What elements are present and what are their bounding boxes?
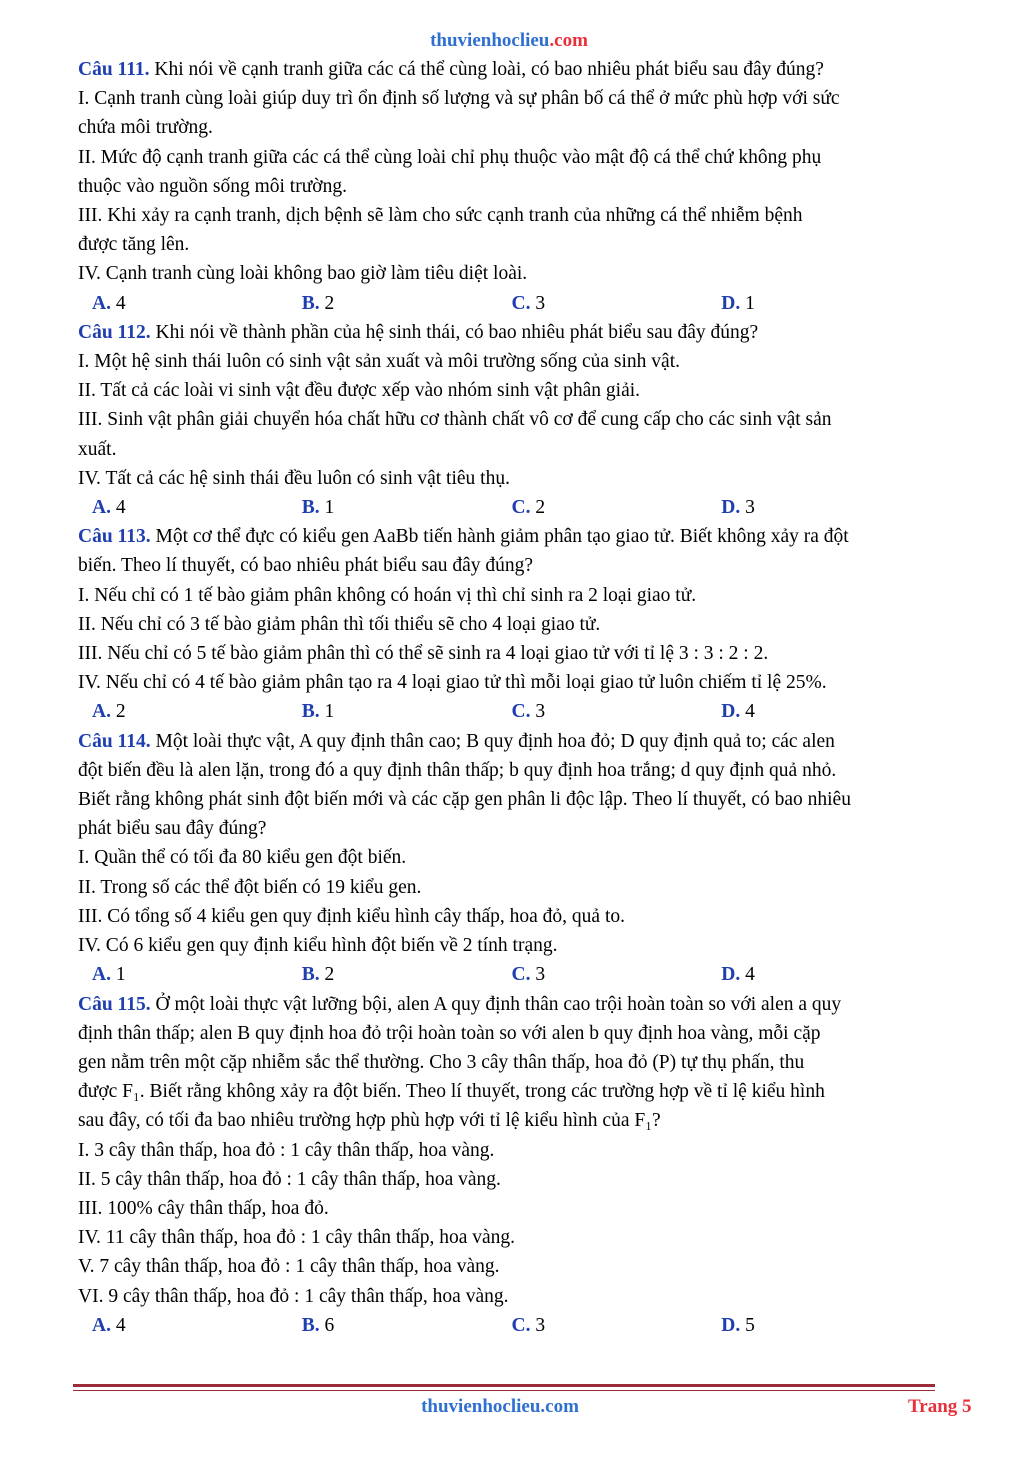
question-number: Câu 113. <box>78 526 151 548</box>
question-stem-text: đột biến đều là alen lặn, trong đó a quy định thân thấp; b quy định hoa trắng; d quy định quả nhỏ. <box>78 759 837 781</box>
statement-line: II. Tất cả các loài vi sinh vật đều được xếp vào nhóm sinh vật phân giải. <box>78 380 641 402</box>
statement-line: IV. Có 6 kiểu gen quy định kiểu hình đột biến về 2 tính trạng. <box>78 935 558 957</box>
question-stem-text: định thân thấp; alen B quy định hoa đỏ trội hoàn toàn so với alen b quy định hoa vàng, mỗi cặp <box>78 1022 821 1044</box>
question-stem-line <box>78 1019 931 1048</box>
answer-letter: C. <box>511 701 531 723</box>
answer-option <box>92 1311 302 1340</box>
answer-letter: D. <box>721 701 741 723</box>
statement-line: VI. 9 cây thân thấp, hoa đỏ : 1 cây thân thấp, hoa vàng. <box>78 1285 509 1307</box>
answer-letter: D. <box>721 497 741 519</box>
statement-line: II. Nếu chỉ có 3 tế bào giảm phân thì tối thiểu sẽ cho 4 loại giao tử. <box>78 613 601 635</box>
question-stem-line <box>78 318 931 347</box>
question-list <box>78 55 931 1340</box>
statement-line: chứa môi trường. <box>78 117 213 139</box>
answer-option <box>721 960 931 989</box>
statement-line: II. Mức độ cạnh tranh giữa các cá thể cùng loài chỉ phụ thuộc vào mật độ cá thể chứ không phụ <box>78 146 822 168</box>
answer-letter: C. <box>511 292 531 314</box>
answer-value: 1 <box>324 701 335 723</box>
statement-line: IV. Tất cả các hệ sinh thái đều luôn có sinh vật tiêu thụ. <box>78 467 510 489</box>
statement-line: III. 100% cây thân thấp, hoa đỏ. <box>78 1197 329 1219</box>
statement-line: IV. Cạnh tranh cùng loài không bao giờ làm tiêu diệt loài. <box>78 263 528 285</box>
answer-value: 2 <box>324 964 335 986</box>
answer-option <box>512 697 722 726</box>
question-stem-line <box>78 1077 931 1106</box>
answer-letter: B. <box>301 497 320 519</box>
answer-letter: A. <box>92 1314 111 1336</box>
statement-line: IV. Nếu chỉ có 4 tế bào giảm phân tạo ra 4 loại giao tử thì mỗi loại giao tử luôn chiếm tỉ lệ 25%. <box>78 672 827 694</box>
statement-line: II. 5 cây thân thấp, hoa đỏ : 1 cây thân thấp, hoa vàng. <box>78 1168 501 1190</box>
question-stem-line <box>78 814 931 843</box>
answer-letter: A. <box>92 964 111 986</box>
answer-option <box>721 697 931 726</box>
question-stem-text: Biết rằng không phát sinh đột biến mới và các cặp gen phân li độc lập. Theo lí thuyết, có bao nhiêu <box>78 789 851 811</box>
statement-line: II. Trong số các thể đột biến có 19 kiểu gen. <box>78 876 422 898</box>
answer-letter: A. <box>92 701 111 723</box>
question-stem-line <box>78 522 931 551</box>
answer-option <box>721 289 931 318</box>
page-number: Trang 5 <box>908 1396 972 1417</box>
answer-option <box>92 493 302 522</box>
question-stem-line <box>78 756 931 785</box>
answer-letter: D. <box>721 964 741 986</box>
question-stem-text: Ở một loài thực vật lưỡng bội, alen A quy định thân cao trội hoàn toàn so với alen a quy <box>155 993 842 1015</box>
answer-option <box>92 960 302 989</box>
answer-option <box>302 1311 512 1340</box>
answer-option <box>512 493 722 522</box>
question-stem-text: Một cơ thể đực có kiểu gen AaBb tiến hành giảm phân tạo giao tử. Biết không xảy ra đột <box>155 526 849 548</box>
question-stem-text: phát biểu sau đây đúng? <box>78 818 267 840</box>
answer-option <box>302 697 512 726</box>
question-stem-text: gen nằm trên một cặp nhiễm sắc thể thường. Cho 3 cây thân thấp, hoa đỏ (P) tự thụ phấn, thu <box>78 1051 805 1073</box>
site-name: thuvienhoclieu <box>430 30 550 51</box>
answer-letter: A. <box>92 497 111 519</box>
answer-letter: D. <box>721 1314 741 1336</box>
statement-line: I. Quần thể có tối đa 80 kiểu gen đột biến. <box>78 847 407 869</box>
question-number: Câu 111. <box>78 59 150 80</box>
answer-letter: C. <box>511 497 531 519</box>
answer-value: 1 <box>324 497 335 519</box>
question-stem-line <box>78 990 931 1019</box>
answer-value: 2 <box>115 701 126 723</box>
answer-option <box>92 289 302 318</box>
answer-letter: A. <box>92 292 111 314</box>
footer-divider-thin <box>73 1390 935 1391</box>
answer-value: 4 <box>745 964 755 986</box>
footer-divider <box>73 1384 935 1387</box>
answer-value: 3 <box>535 964 546 986</box>
answer-option <box>721 1311 931 1340</box>
answer-value: 4 <box>745 701 755 723</box>
question-stem-text: được F₁. Biết rằng không xảy ra đột biến. Theo lí thuyết, trong các trường hợp về tỉ lệ kiểu hình <box>78 1081 825 1103</box>
answer-value: 4 <box>115 292 126 314</box>
answer-option <box>512 1311 722 1340</box>
question-number: Câu 114. <box>78 730 151 752</box>
question-stem-line <box>78 727 931 756</box>
question-number: Câu 112. <box>78 321 151 343</box>
answer-options <box>78 289 931 318</box>
answer-value: 4 <box>115 1314 126 1336</box>
answer-options <box>78 960 931 989</box>
question-stem-line <box>78 1106 931 1135</box>
answer-value: 3 <box>535 701 546 723</box>
question-block <box>78 318 931 522</box>
question-stem-line <box>78 785 931 814</box>
statement-line: được tăng lên. <box>78 234 190 256</box>
header-site <box>0 30 1018 52</box>
answer-value: 1 <box>115 964 126 986</box>
answer-letter: B. <box>301 1314 320 1336</box>
statement-line: xuất. <box>78 438 117 460</box>
statement-line: I. Cạnh tranh cùng loài giúp duy trì ổn định số lượng và sự phân bố cá thể ở mức phù hợp với sức <box>78 88 840 110</box>
question-stem-text: Khi nói về cạnh tranh giữa các cá thể cùng loài, có bao nhiêu phát biểu sau đây đúng? <box>154 59 824 80</box>
question-stem-line <box>78 1048 931 1077</box>
question-number: Câu 115. <box>78 993 151 1015</box>
answer-options <box>78 697 931 726</box>
statement-line: IV. 11 cây thân thấp, hoa đỏ : 1 cây thân thấp, hoa vàng. <box>78 1227 516 1249</box>
footer-site: thuvienhoclieu.com <box>421 1396 579 1417</box>
question-stem-text: Khi nói về thành phần của hệ sinh thái, có bao nhiêu phát biểu sau đây đúng? <box>155 321 759 343</box>
question-block <box>78 55 931 318</box>
answer-letter: B. <box>301 964 320 986</box>
question-block <box>78 727 931 990</box>
statement-line: I. 3 cây thân thấp, hoa đỏ : 1 cây thân thấp, hoa vàng. <box>78 1139 495 1161</box>
question-stem-line <box>78 55 931 84</box>
answer-options <box>78 1311 931 1340</box>
answer-value: 4 <box>115 497 126 519</box>
statement-line: I. Một hệ sinh thái luôn có sinh vật sản xuất và môi trường sống của sinh vật. <box>78 351 681 373</box>
question-block <box>78 990 931 1340</box>
answer-value: 3 <box>535 1314 546 1336</box>
answer-letter: D. <box>721 292 741 314</box>
answer-value: 3 <box>745 497 755 519</box>
answer-value: 6 <box>324 1314 335 1336</box>
question-stem-text: biến. Theo lí thuyết, có bao nhiêu phát biểu sau đây đúng? <box>78 555 534 577</box>
answer-value: 5 <box>745 1314 755 1336</box>
statement-line: III. Sinh vật phân giải chuyển hóa chất hữu cơ thành chất vô cơ để cung cấp cho các sinh vật sản <box>78 409 832 431</box>
question-block <box>78 522 931 726</box>
answer-value: 1 <box>745 292 755 314</box>
site-domain: .com <box>549 30 588 51</box>
answer-value: 2 <box>535 497 546 519</box>
answer-option <box>721 493 931 522</box>
answer-option <box>302 493 512 522</box>
statement-line: III. Khi xảy ra cạnh tranh, dịch bệnh sẽ làm cho sức cạnh tranh của những cá thể nhiễm bệnh <box>78 205 803 227</box>
answer-option <box>512 960 722 989</box>
question-stem-line <box>78 551 931 580</box>
answer-options <box>78 493 931 522</box>
statement-line: III. Nếu chỉ có 5 tế bào giảm phân thì có thể sẽ sinh ra 4 loại giao tử với tỉ lệ 3 : 3 : 2 : 2. <box>78 643 769 665</box>
answer-option <box>512 289 722 318</box>
answer-value: 3 <box>535 292 546 314</box>
question-stem-text: sau đây, có tối đa bao nhiêu trường hợp phù hợp với tỉ lệ kiểu hình của F₁? <box>78 1110 661 1132</box>
statement-line: V. 7 cây thân thấp, hoa đỏ : 1 cây thân thấp, hoa vàng. <box>78 1256 500 1278</box>
answer-letter: B. <box>301 292 320 314</box>
statement-line: thuộc vào nguồn sống môi trường. <box>78 175 347 197</box>
answer-option <box>302 289 512 318</box>
answer-letter: C. <box>511 964 531 986</box>
answer-letter: C. <box>511 1314 531 1336</box>
statement-line: III. Có tổng số 4 kiểu gen quy định kiểu hình cây thấp, hoa đỏ, quả to. <box>78 905 625 927</box>
answer-letter: B. <box>301 701 320 723</box>
answer-option <box>92 697 302 726</box>
statement-line: I. Nếu chỉ có 1 tế bào giảm phân không có hoán vị thì chỉ sinh ra 2 loại giao tử. <box>78 584 697 606</box>
answer-option <box>302 960 512 989</box>
answer-value: 2 <box>324 292 335 314</box>
question-stem-text: Một loài thực vật, A quy định thân cao; B quy định hoa đỏ; D quy định quả to; các alen <box>155 730 835 752</box>
